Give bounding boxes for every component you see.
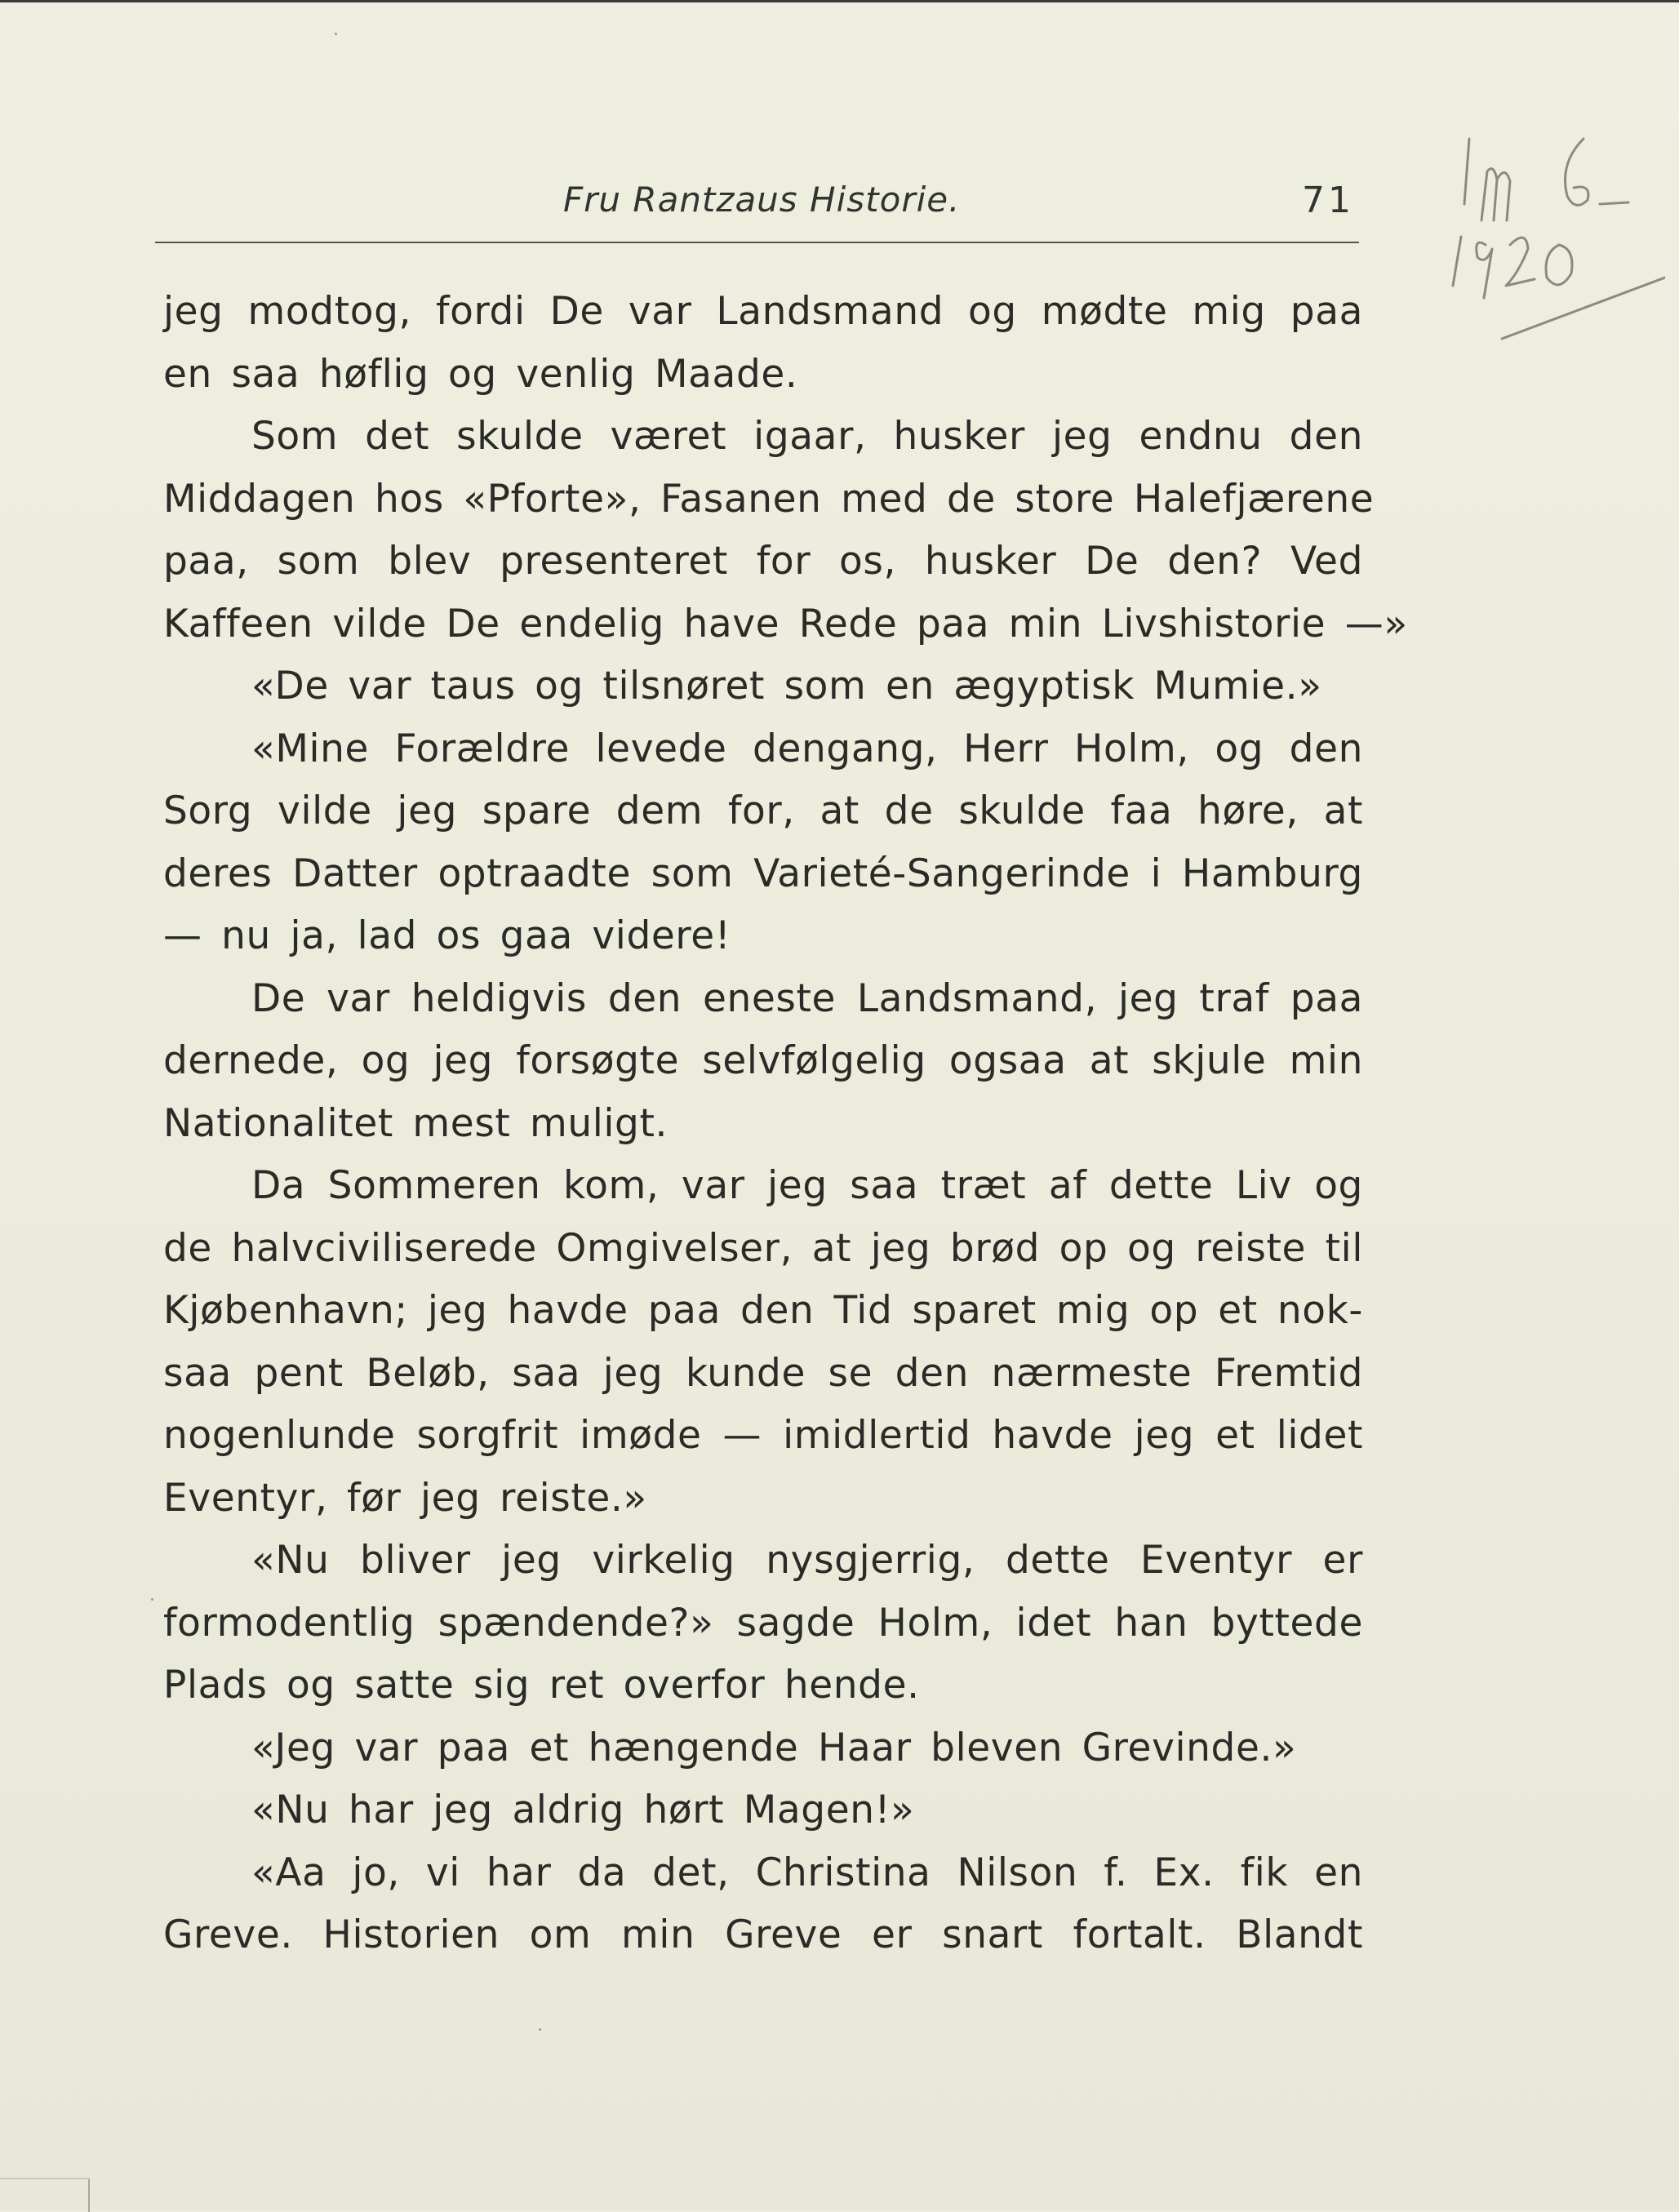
text-line: formodentlig spændende?» sagde Holm, idet han byttede [163, 1600, 1363, 1646]
text-line: saa pent Beløb, saa jeg kunde se den nærmeste Fremtid [163, 1350, 1363, 1396]
scan-corner-mark [0, 2178, 90, 2212]
scan-top-edge [0, 0, 1679, 2]
text-line: Greve. Historien om min Greve er snart fortalt. Blandt [163, 1912, 1363, 1957]
body-text [163, 281, 1408, 1967]
text-line: Som det skulde været igaar, husker jeg endnu den [251, 414, 1363, 459]
paper-speck [539, 2028, 541, 2031]
text-line: de halvciviliserede Omgivelser, at jeg brød op og reiste til [163, 1225, 1363, 1271]
running-header [155, 180, 1359, 237]
running-title: Fru Rantzaus Historie. [563, 180, 961, 220]
text-line: «Mine Forældre levede dengang, Herr Holm, og den [251, 726, 1363, 771]
text-line: Kjøbenhavn; jeg havde paa den Tid sparet mig op et nok- [163, 1288, 1363, 1333]
text-line: — nu ja, lad os gaa videre! [163, 913, 731, 958]
text-line: en saa høflig og venlig Maade. [163, 351, 798, 397]
handwritten-note-drawing [1437, 131, 1665, 343]
header-rule [155, 242, 1359, 243]
text-line: «Jeg var paa et hængende Haar bleven Grevinde.» [251, 1725, 1297, 1770]
text-line: «Aa jo, vi har da det, Christina Nilson f. Ex. fik en [251, 1850, 1363, 1895]
text-line: Kaffeen vilde De endelig have Rede paa min Livshistorie —» [163, 601, 1408, 646]
text-line: deres Datter optraadte som Varieté-Sangerinde i Hamburg [163, 851, 1363, 896]
page-number: 71 [1302, 180, 1354, 221]
paper-speck [335, 33, 337, 35]
handwritten-margin-note [1437, 131, 1665, 343]
text-line: Sorg vilde jeg spare dem for, at de skulde faa høre, at [163, 788, 1363, 833]
text-line: «Nu bliver jeg virkelig nysgjerrig, dette Eventyr er [251, 1538, 1363, 1583]
text-line: dernede, og jeg forsøgte selvfølgelig ogsaa at skjule min [163, 1038, 1363, 1083]
text-line: «Nu har jeg aldrig hørt Magen!» [251, 1788, 915, 1832]
text-line: Eventyr, før jeg reiste.» [163, 1475, 647, 1521]
text-line: paa, som blev presenteret for os, husker De den? Ved [163, 539, 1363, 584]
text-line: Middagen hos «Pforte», Fasanen med de store Halefjærene [163, 476, 1375, 522]
text-line: Plads og satte sig ret overfor hende. [163, 1663, 920, 1708]
text-line: nogenlunde sorgfrit imøde — imidlertid havde jeg et lidet [163, 1413, 1363, 1458]
text-line: Nationalitet mest muligt. [163, 1100, 668, 1146]
text-line: De var heldigvis den eneste Landsmand, jeg traf paa [251, 975, 1363, 1021]
paper-speck [151, 1598, 153, 1601]
text-line: jeg modtog, fordi De var Landsmand og mødte mig paa [163, 289, 1363, 334]
text-line: «De var taus og tilsnøret som en ægyptisk Mumie.» [251, 664, 1322, 708]
text-line: Da Sommeren kom, var jeg saa træt af dette Liv og [251, 1163, 1363, 1208]
